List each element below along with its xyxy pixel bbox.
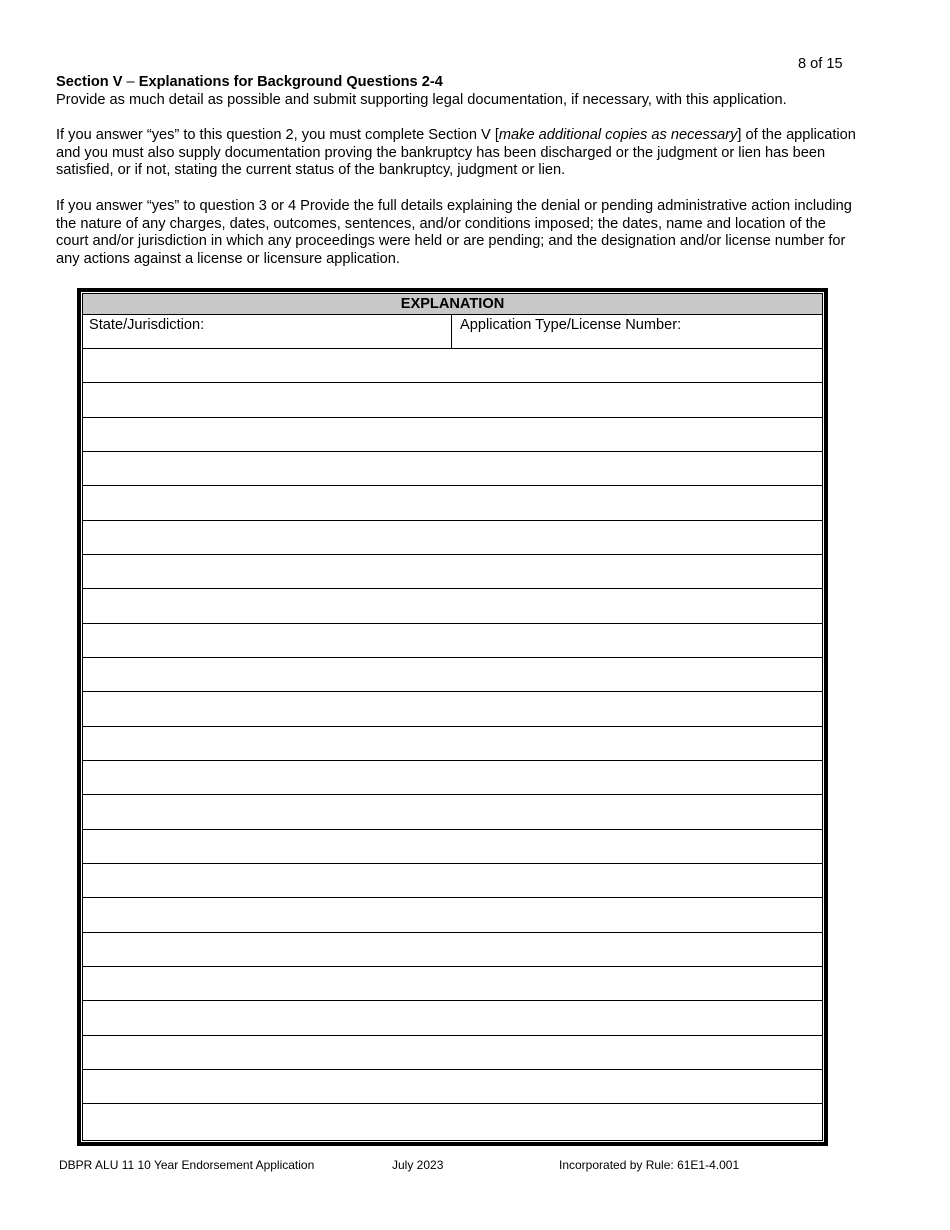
explanation-line[interactable]: [83, 383, 822, 417]
explanation-line[interactable]: [83, 1070, 822, 1104]
explanation-line[interactable]: [83, 761, 822, 795]
footer-rule: Incorporated by Rule: 61E1-4.001: [559, 1158, 740, 1172]
explanation-line[interactable]: [83, 830, 822, 864]
explanation-line[interactable]: [83, 864, 822, 898]
state-jurisdiction-field[interactable]: State/Jurisdiction:: [83, 315, 452, 348]
explanation-line[interactable]: [83, 727, 822, 761]
explanation-line[interactable]: [83, 555, 822, 589]
explanation-line[interactable]: [83, 967, 822, 1001]
section-title-text: Explanations for Background Questions 2-4: [138, 74, 443, 90]
q2-text-start: If you answer “yes” to this question 2, you must complete Section V [: [56, 127, 499, 144]
section-title: [56, 74, 856, 92]
explanation-line[interactable]: [83, 795, 822, 829]
footer-date: July 2023: [392, 1158, 444, 1172]
section-v-content: [56, 74, 856, 268]
explanation-line[interactable]: [83, 658, 822, 692]
explanation-line[interactable]: [83, 521, 822, 555]
q2-text-italic: make additional copies as necessary: [498, 127, 738, 144]
explanation-line[interactable]: [83, 418, 822, 452]
explanation-line[interactable]: [83, 898, 822, 932]
license-number-field[interactable]: Application Type/License Number:: [460, 317, 682, 333]
explanation-line[interactable]: [83, 452, 822, 486]
explanation-table: [77, 288, 828, 1146]
question-2-instructions: [56, 127, 856, 180]
explanation-line[interactable]: [83, 1104, 822, 1138]
section-title-dash: –: [122, 74, 139, 90]
explanation-header: EXPLANATION: [83, 294, 822, 315]
q2-text-end: ] of the application and you must also supply documentation proving the bankruptcy has been discharged or the judgment or lien has been satisfied, or if not, stating the current status of the bankruptcy, judgment or lien.: [56, 127, 856, 179]
explanation-line[interactable]: [83, 1001, 822, 1035]
question-3-4-instructions: If you answer “yes” to question 3 or 4 Provide the full details explaining the denial or pending administrative action including the nature of any charges, dates, outcomes, sentences, and/or conditions imposed; the dates, name and location of the court and/or jurisdiction in which any proceedings were held or are pending; and the designation and/or license number for any actions against a license or licensure application.: [56, 197, 852, 267]
explanation-table-inner: [82, 293, 823, 1141]
footer-form-name: DBPR ALU 11 10 Year Endorsement Application: [59, 1158, 315, 1172]
explanation-line[interactable]: [83, 486, 822, 520]
section-intro: Provide as much detail as possible and submit supporting legal documentation, if necessary, with this application.: [56, 91, 787, 108]
explanation-line[interactable]: [83, 1036, 822, 1070]
explanation-line[interactable]: [83, 692, 822, 726]
explanation-line[interactable]: [83, 349, 822, 383]
section-title-label: Section V: [56, 74, 123, 90]
page-number: 8 of 15: [798, 56, 843, 72]
explanation-line[interactable]: [83, 589, 822, 623]
explanation-line[interactable]: [83, 624, 822, 658]
explanation-fields-row: [83, 315, 822, 349]
explanation-rows: [83, 349, 822, 1139]
explanation-line[interactable]: [83, 933, 822, 967]
